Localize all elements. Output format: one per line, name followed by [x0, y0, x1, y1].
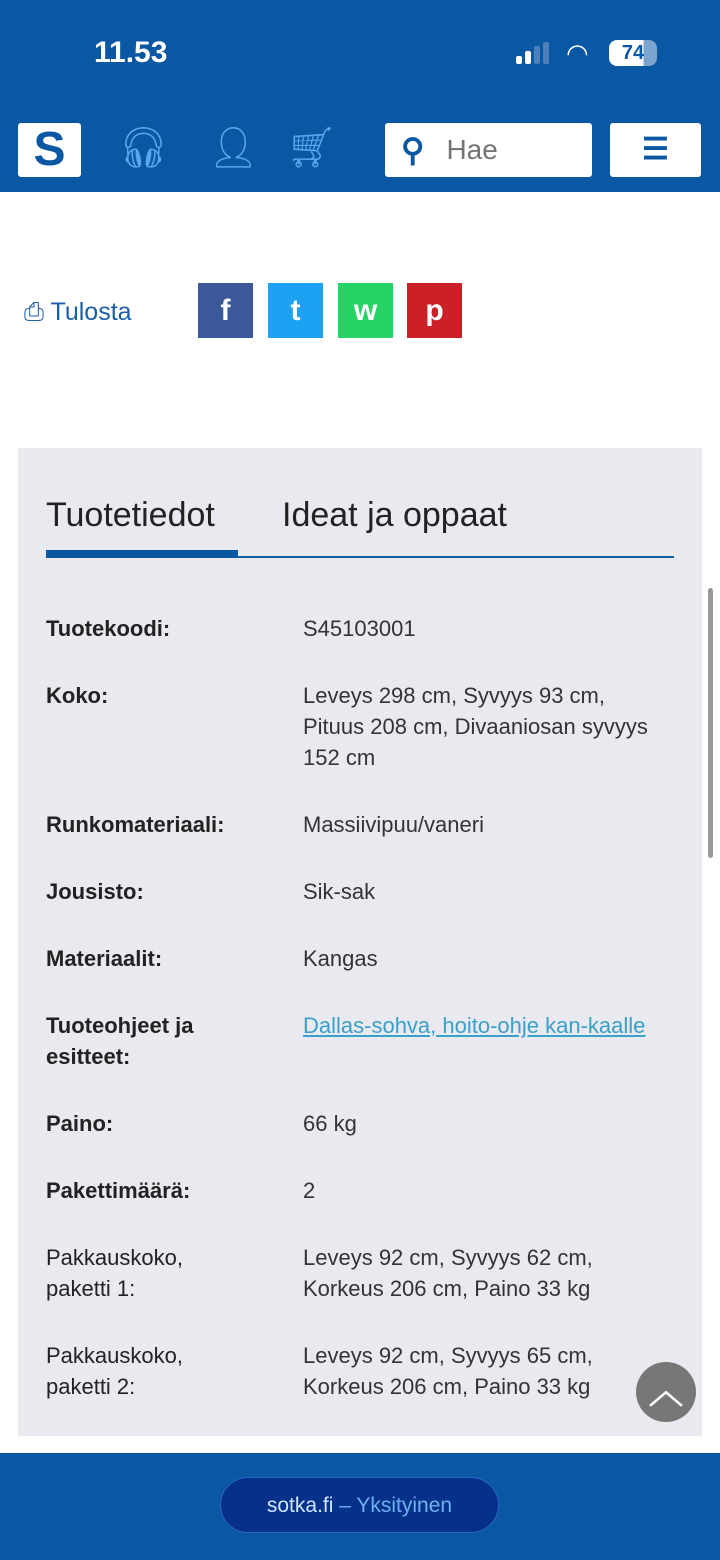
spec-value: Massiivipuu/vaneri — [303, 812, 484, 837]
spec-label: Koko: — [46, 683, 109, 708]
spec-label: Jousisto: — [46, 879, 144, 904]
signal-icon — [516, 42, 549, 64]
whatsapp-share-button[interactable]: w — [338, 283, 393, 338]
spec-value: S45103001 — [303, 616, 416, 641]
customer-service-icon[interactable]: 🎧︎ — [118, 126, 169, 170]
browsing-mode: – Yksityinen — [339, 1494, 453, 1517]
spec-value: 2 — [303, 1178, 316, 1203]
spec-value: Leveys 92 cm, Syvyys 65 cm, Korkeus 206 cm, Paino 33 kg — [303, 1343, 593, 1399]
spec-row — [46, 876, 666, 907]
spec-label: Materiaalit: — [46, 946, 163, 971]
chevron-up-icon: ︿ — [649, 1373, 683, 1411]
spec-row — [46, 680, 666, 773]
tab-tuotetiedot[interactable]: Tuotetiedot — [46, 496, 215, 534]
twitter-share-button[interactable]: t — [268, 283, 323, 338]
spec-list — [46, 613, 666, 1402]
wifi-icon: ◠ — [566, 38, 589, 68]
spec-row — [46, 809, 666, 840]
spec-label: Pakettimäärä: — [46, 1178, 191, 1203]
spec-value: Leveys 298 cm, Syvyys 93 cm, Pituus 208 cm, Divaaniosan syvyys 152 cm — [303, 683, 648, 770]
spec-row — [46, 1340, 666, 1402]
print-button[interactable] — [24, 298, 132, 327]
active-tab-indicator — [46, 550, 238, 558]
spec-label: Runkomateriaali: — [46, 812, 225, 837]
pinterest-share-button[interactable]: p — [407, 283, 462, 338]
tab-ideat-ja-oppaat[interactable]: Ideat ja oppaat — [282, 496, 507, 534]
spec-row — [46, 613, 666, 644]
spec-row — [46, 1175, 666, 1206]
battery-icon: 74 — [609, 40, 657, 66]
spec-value: Kangas — [303, 946, 378, 971]
spec-label: Paino: — [46, 1111, 114, 1136]
site-domain: sotka.fi — [266, 1494, 334, 1517]
address-bar[interactable] — [220, 1477, 499, 1533]
spec-label: Tuoteohjeet ja esitteet: — [46, 1013, 194, 1069]
printer-icon: ⎙ — [24, 298, 51, 326]
user-icon[interactable]: 👤︎ — [208, 126, 259, 170]
search-icon: ⚲ — [401, 132, 425, 168]
scrollbar[interactable] — [708, 588, 713, 858]
spec-value: 66 kg — [303, 1111, 357, 1136]
search-box[interactable] — [385, 123, 592, 177]
spec-row — [46, 1108, 666, 1139]
spec-row — [46, 943, 666, 974]
search-input[interactable] — [446, 134, 566, 166]
logo[interactable]: S — [18, 123, 81, 177]
print-label: Tulosta — [50, 298, 132, 326]
spec-label: Tuotekoodi: — [46, 616, 171, 641]
spec-row — [46, 1242, 666, 1304]
spec-value: Sik-sak — [303, 879, 376, 904]
header-bar — [0, 0, 720, 192]
spec-row — [46, 1010, 666, 1072]
scroll-to-top-button[interactable] — [636, 1362, 696, 1422]
spec-label: Pakkauskoko, paketti 2: — [46, 1343, 183, 1399]
facebook-share-button[interactable]: f — [198, 283, 253, 338]
menu-button[interactable]: ☰ — [610, 123, 701, 177]
spec-value: Leveys 92 cm, Syvyys 62 cm, Korkeus 206 cm, Paino 33 kg — [303, 1245, 593, 1301]
care-instructions-link[interactable]: Dallas-sohva, hoito-ohje kan-kaalle — [303, 1013, 646, 1038]
cart-icon[interactable]: 🛒︎ — [286, 126, 337, 170]
spec-label: Pakkauskoko, paketti 1: — [46, 1245, 183, 1301]
status-time: 11.53 — [94, 36, 168, 69]
